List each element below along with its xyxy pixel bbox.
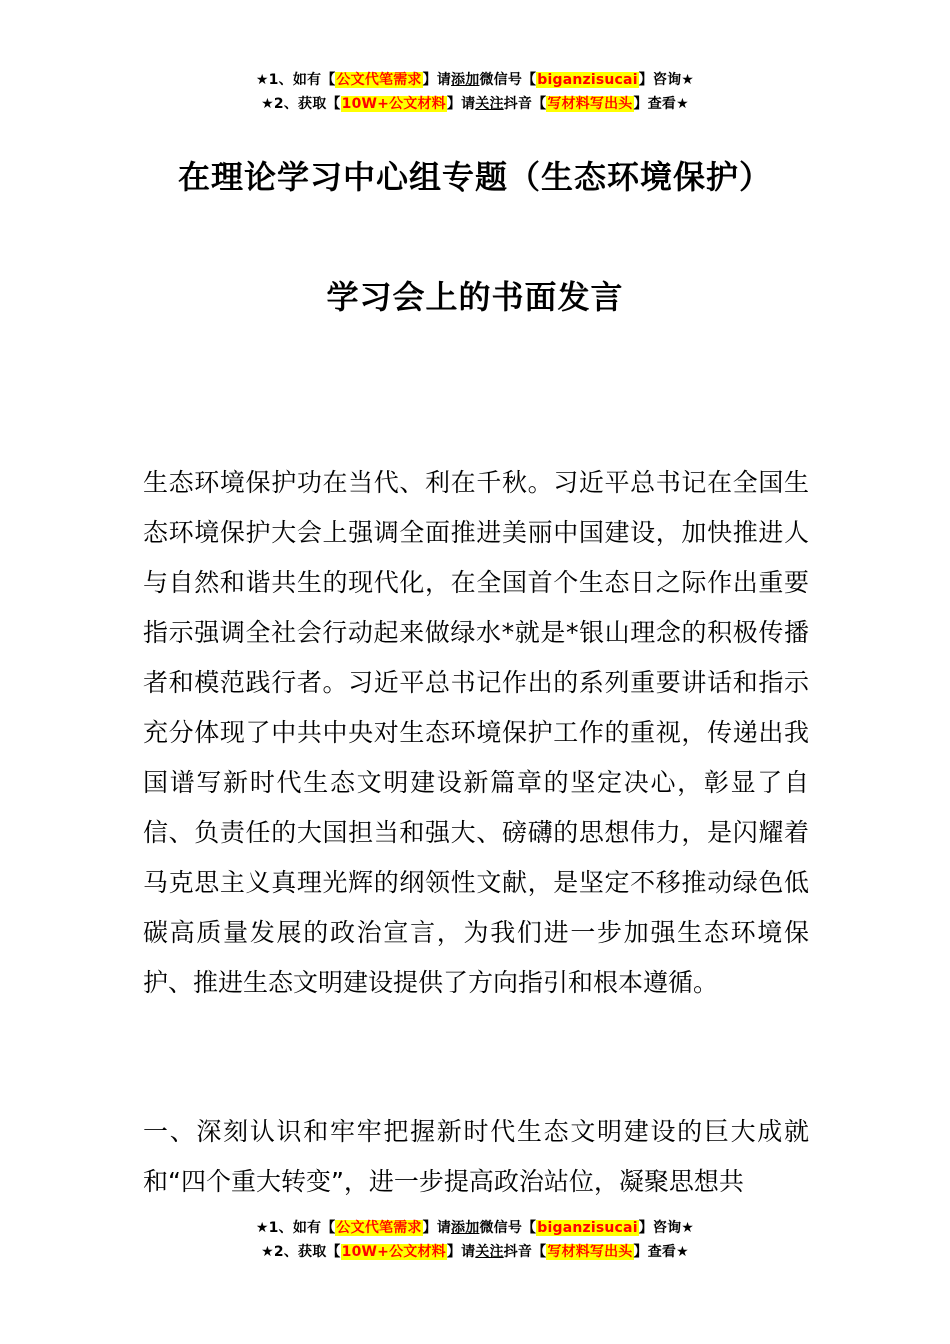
banner-highlight: 写材料写出头 [547,96,633,112]
banner-line-1: ★1、如有【公文代笔需求】请添加微信号【biganzisucai】咨询★ [255,72,695,88]
document-title-line-1: 在理论学习中心组专题（生态环境保护） [177,158,772,196]
banner-line-2: ★2、获取【10W+公文材料】请关注抖音【写材料写出头】查看★ [261,1244,689,1260]
banner-line-2: ★2、获取【10W+公文材料】请关注抖音【写材料写出头】查看★ [261,96,689,112]
banner-line-1: ★1、如有【公文代笔需求】请添加微信号【biganzisucai】咨询★ [255,1220,695,1236]
banner-highlight: 写材料写出头 [547,1244,633,1260]
body-paragraph-1: 生态环境保护功在当代、利在千秋。习近平总书记在全国生态环境保护大会上强调全面推进美丽中国建设，加快推进人与自然和谐共生的现代化，在全国首个生态日之际作出重要指示强调全社会行动起来做绿水*就是*银山理念的积极传播者和模范践行者。习近平总书记作出的系列重要讲话和指示充分体现了中共中央对生态环境保护工作的重视，传递出我国谱写新时代生态文明建设新篇章的坚定决心，彰显了自信、负责任的大国担当和强大、磅礴的思想伟力，是闪耀着马克思主义真理光辉的纲领性文献，是坚定不移推动绿色低碳高质量发展的政治宣言，为我们进一步加强生态环境保护、推进生态文明建设提供了方向指引和根本遵循。 [143,468,809,997]
banner-highlight: 公文代笔需求 [336,1220,422,1236]
document-title-line-2: 学习会上的书面发言 [326,278,624,316]
banner-highlight: 10W+公文材料 [341,1244,446,1260]
banner-highlight: biganzisucai [537,72,638,88]
footer-banner [0,1216,950,1264]
banner-highlight: biganzisucai [537,1220,638,1236]
banner-highlight: 公文代笔需求 [336,72,422,88]
banner-highlight: 10W+公文材料 [341,96,446,112]
body-paragraph-2: 一、深刻认识和牢牢把握新时代生态文明建设的巨大成就和“四个重大转变”，进一步提高政治站位，凝聚思想共 [143,1117,809,1196]
header-banner [0,68,950,116]
